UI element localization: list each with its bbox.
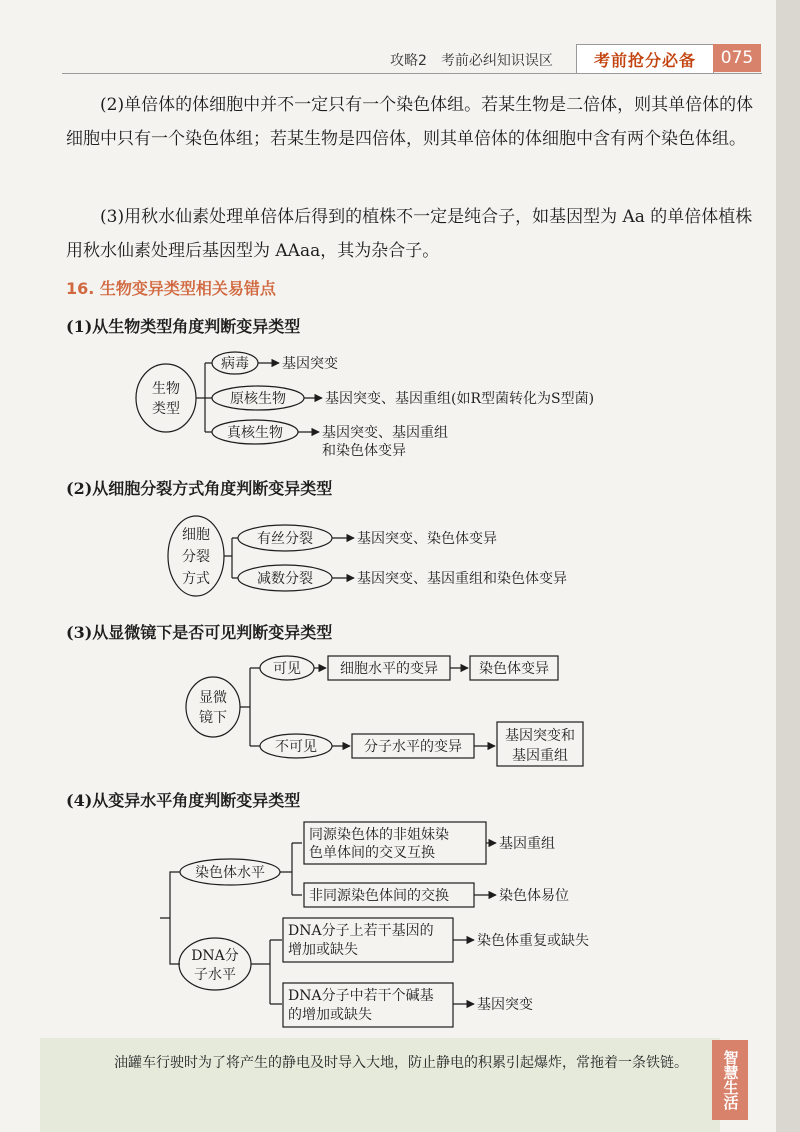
d3-box2: 分子水平的变异	[364, 739, 462, 755]
d2-result2: 基因突变、基因重组和染色体变异	[357, 571, 567, 587]
diagram2-heading: (2)从细胞分裂方式角度判断变异类型	[66, 479, 333, 498]
d1-node3: 真核生物	[227, 425, 283, 441]
diagram3-heading: (3)从显微镜下是否可见判断变异类型	[66, 623, 333, 642]
diagram1-heading: (1)从生物类型角度判断变异类型	[66, 317, 301, 336]
d4-box3-l2: 增加或缺失	[288, 942, 358, 958]
d3-node2: 不可见	[275, 739, 317, 755]
d2-result1: 基因突变、染色体变异	[357, 531, 497, 547]
footer-text: 油罐车行驶时为了将产生的静电及时导入大地，防止静电的积累引起爆炸，常拖着一条铁链。	[114, 1055, 688, 1071]
d4-node2-l2: 子水平	[194, 967, 236, 983]
d2-root-l3: 方式	[182, 571, 210, 587]
d1-root-l1: 生物	[152, 381, 180, 397]
d1-result2: 基因突变、基因重组(如R型菌转化为S型菌)	[325, 391, 595, 407]
d2-root-l1: 细胞	[182, 527, 210, 543]
d4-box1-l2: 色单体间的交叉互换	[309, 845, 435, 861]
d4-node1: 染色体水平	[195, 865, 265, 881]
d3-root-l1: 显微	[199, 690, 227, 706]
d1-root-l2: 类型	[152, 401, 180, 417]
d1-node1: 病毒	[221, 356, 249, 372]
header-section: 攻略2 考前必纠知识误区	[390, 53, 553, 69]
d3-node1: 可见	[273, 661, 301, 677]
side-tag: 智慧生活	[712, 1040, 748, 1120]
diagram4-heading: (4)从变异水平角度判断变异类型	[66, 791, 301, 810]
paragraph-3: (3)用秋水仙素处理单倍体后得到的植株不一定是纯合子，如基因型为 Aa 的单倍体植株用秋水仙素处理后基因型为 AAaa，其为杂合子。	[66, 207, 753, 261]
d2-node1: 有丝分裂	[257, 531, 313, 547]
d4-result4: 基因突变	[477, 997, 533, 1013]
d3-root-l2: 镜下	[199, 710, 227, 726]
d3-root-ellipse	[186, 677, 240, 737]
d3-result2-l2: 基因重组	[512, 748, 568, 764]
d1-root-ellipse	[136, 364, 196, 432]
d3-result2-l1: 基因突变和	[505, 728, 575, 744]
d2-root-l2: 分裂	[182, 549, 210, 565]
d4-result1: 基因重组	[499, 836, 555, 852]
d3-box1: 细胞水平的变异	[340, 661, 438, 677]
d4-box4-l2: 的增加或缺失	[288, 1007, 372, 1023]
d3-result1: 染色体变异	[479, 661, 549, 677]
d2-node2: 减数分裂	[257, 571, 313, 587]
d1-result3-l2: 和染色体变异	[322, 443, 406, 459]
page-number: 075	[713, 44, 761, 72]
d4-result3: 染色体重复或缺失	[477, 933, 589, 949]
section-title: 16. 生物变异类型相关易错点	[66, 279, 276, 298]
d4-box3-l1: DNA分子上若干基因的	[288, 923, 434, 939]
d1-node2: 原核生物	[230, 391, 286, 407]
d4-result2: 染色体易位	[499, 888, 569, 904]
d4-node2-l1: DNA分	[191, 948, 239, 964]
paragraph-2: (2)单倍体的体细胞中并不一定只有一个染色体组。若某生物是二倍体，则其单倍体的体细胞中只有一个染色体组；若某生物是四倍体，则其单倍体的体细胞中含有两个染色体组。	[66, 95, 754, 149]
d1-result1: 基因突变	[282, 356, 338, 372]
header-tag: 考前抢分必备	[576, 44, 714, 74]
d4-box2: 非同源染色体间的交换	[309, 888, 449, 904]
d4-box1-l1: 同源染色体的非姐妹染	[309, 827, 449, 843]
d1-result3-l1: 基因突变、基因重组	[322, 425, 448, 441]
d4-box4-l1: DNA分子中若干个碱基	[288, 988, 434, 1004]
